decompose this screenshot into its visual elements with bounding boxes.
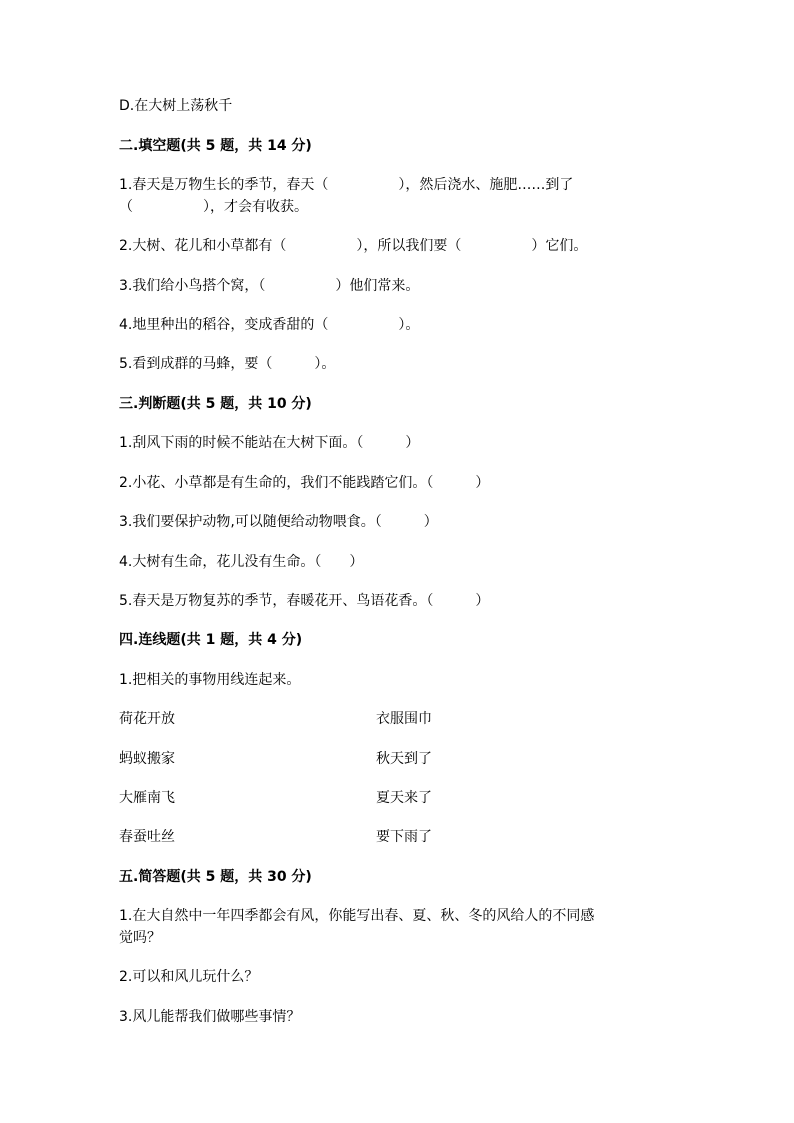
match-left-item: 大雁南飞 — [119, 790, 175, 806]
match-left-item: 春蚕吐丝 — [119, 829, 175, 845]
judge-question-2: 2.小花、小草都是有生命的，我们不能践踏它们。（ ） — [119, 475, 490, 491]
match-left-item: 荷花开放 — [119, 711, 175, 727]
judge-question-1: 1.刮风下雨的时候不能站在大树下面。（ ） — [119, 435, 420, 451]
fill-question-5: 5.看到成群的马蜂，要（ ）。 — [119, 356, 336, 372]
judge-question-5: 5.春天是万物复苏的季节，春暖花开、鸟语花香。（ ） — [119, 593, 490, 609]
fill-question-3: 3.我们给小鸟搭个窝，（ ）他们常来。 — [119, 278, 420, 294]
fill-question-2: 2.大树、花儿和小草都有（ ），所以我们要（ ）它们。 — [119, 238, 588, 254]
short-question-3: 3.风儿能帮我们做哪些事情？ — [119, 1009, 301, 1025]
match-right-item: 要下雨了 — [376, 829, 432, 845]
section-match-heading: 四.连线题(共 1 题，共 4 分) — [119, 632, 303, 648]
fill-question-1-line-2: （ ），才会有收获。 — [119, 199, 308, 215]
match-left-item: 蚂蚁搬家 — [119, 751, 175, 767]
short-question-1-line-2: 觉吗？ — [119, 930, 161, 946]
previous-option-d: D.在大树上荡秋千 — [119, 98, 233, 114]
section-fill-heading: 二.填空题(共 5 题，共 14 分) — [119, 138, 312, 154]
fill-question-4: 4.地里种出的稻谷，变成香甜的（ ）。 — [119, 317, 420, 333]
fill-question-1-line-1: 1.春天是万物生长的季节，春天（ ），然后浇水、施肥……到了 — [119, 177, 574, 193]
short-question-1-line-1: 1.在大自然中一年四季都会有风，你能写出春、夏、秋、冬的风给人的不同感 — [119, 908, 595, 924]
match-right-item: 夏天来了 — [376, 790, 432, 806]
judge-question-4: 4.大树有生命，花儿没有生命。（ ） — [119, 554, 364, 570]
short-question-2: 2.可以和风儿玩什么？ — [119, 969, 259, 985]
judge-question-3: 3.我们要保护动物,可以随便给动物喂食。（ ） — [119, 514, 438, 530]
match-right-item: 秋天到了 — [376, 751, 432, 767]
match-question-1: 1.把相关的事物用线连起来。 — [119, 672, 301, 688]
section-judge-heading: 三.判断题(共 5 题，共 10 分) — [119, 396, 312, 412]
match-right-item: 衣服围巾 — [376, 711, 432, 727]
section-short-heading: 五.简答题(共 5 题，共 30 分) — [119, 869, 312, 885]
